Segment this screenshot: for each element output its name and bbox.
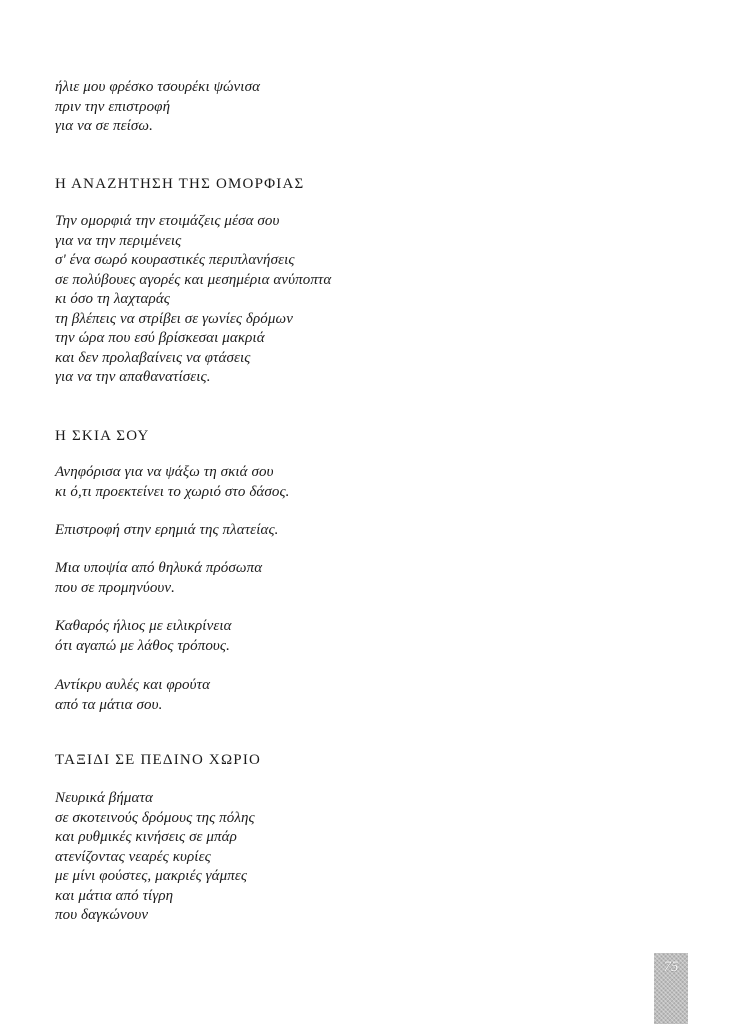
poem-line: Καθαρός ήλιος με ειλικρίνεια bbox=[55, 618, 232, 634]
poem-line: για να την περιμένεις bbox=[55, 232, 182, 249]
poem-beauty bbox=[55, 175, 615, 194]
poem-line: Αντίκρυ αυλές και φρούτα bbox=[55, 677, 211, 693]
poem-line: Την ομορφιά την ετοιμάζεις μέσα σου bbox=[55, 213, 280, 229]
page-number: 75 bbox=[663, 959, 679, 975]
poem-line: για να την απαθανατίσεις. bbox=[55, 369, 211, 385]
poem-line: που σε προμηνύουν. bbox=[55, 579, 176, 596]
poem-line: Μια υποψία από θηλυκά πρόσωπα bbox=[55, 560, 263, 576]
poem-line: και ρυθμικές κινήσεις σε μπάρ bbox=[55, 829, 237, 845]
poem-line: σε σκοτεινούς δρόμους της πόλης bbox=[55, 809, 255, 826]
poem-shadow-stanza-5 bbox=[55, 676, 615, 715]
poem-title: ΤΑΞΙΔΙ ΣΕ ΠΕΔΙΝΟ ΧΩΡΙΟ bbox=[55, 752, 262, 768]
poem-title: Η ΑΝΑΖΗΤΗΣΗ ΤΗΣ ΟΜΟΡΦΙΑΣ bbox=[55, 176, 305, 192]
poem-line: και μάτια από τίγρη bbox=[55, 887, 174, 904]
poem-line: Ανηφόρισα για να ψάξω τη σκιά σου bbox=[55, 464, 274, 480]
poem-line: από τα μάτια σου. bbox=[55, 696, 163, 713]
poem-line: σ' ένα σωρό κουραστικές περιπλανήσεις bbox=[55, 252, 295, 268]
poem-shadow-stanza-1 bbox=[55, 463, 615, 502]
poem-line: πριν την επιστροφή bbox=[55, 98, 171, 115]
poem-ending bbox=[55, 78, 615, 137]
poem-line: με μίνι φούστες, μακριές γάμπες bbox=[55, 868, 248, 884]
poem-line: Νευρικά βήματα bbox=[55, 790, 153, 806]
poem-line: την ώρα που εσύ βρίσκεσαι μακριά bbox=[55, 330, 265, 346]
poem-line: ότι αγαπώ με λάθος τρόπους. bbox=[55, 637, 230, 654]
poem-line: κι ό,τι προεκτείνει το χωριό στο δάσος. bbox=[55, 483, 290, 500]
poem-line: για να σε πείσω. bbox=[55, 118, 153, 134]
poem-trip-body bbox=[55, 789, 615, 926]
poem-shadow bbox=[55, 427, 615, 446]
poem-line: ατενίζοντας νεαρές κυρίες bbox=[55, 848, 211, 865]
poem-line: ήλιε μου φρέσκο τσουρέκι ψώνισα bbox=[55, 79, 261, 95]
poem-trip bbox=[55, 751, 615, 770]
poem-line: τη βλέπεις να στρίβει σε γωνίες δρόμων bbox=[55, 310, 293, 327]
poem-line: σε πολύβουες αγορές και μεσημέρια ανύποπτα bbox=[55, 271, 332, 288]
poem-line: Επιστροφή στην ερημιά της πλατείας. bbox=[55, 522, 279, 538]
poem-shadow-stanza-2 bbox=[55, 521, 615, 541]
poem-shadow-stanza-3 bbox=[55, 559, 615, 598]
poem-beauty-body bbox=[55, 212, 615, 388]
poem-line: κι όσο τη λαχταράς bbox=[55, 291, 170, 307]
page-number-tab bbox=[654, 953, 688, 1024]
poem-line: που δαγκώνουν bbox=[55, 907, 149, 923]
poem-line: και δεν προλαβαίνεις να φτάσεις bbox=[55, 349, 251, 366]
poem-shadow-stanza-4 bbox=[55, 617, 615, 656]
poem-title: Η ΣΚΙΑ ΣΟΥ bbox=[55, 428, 150, 444]
